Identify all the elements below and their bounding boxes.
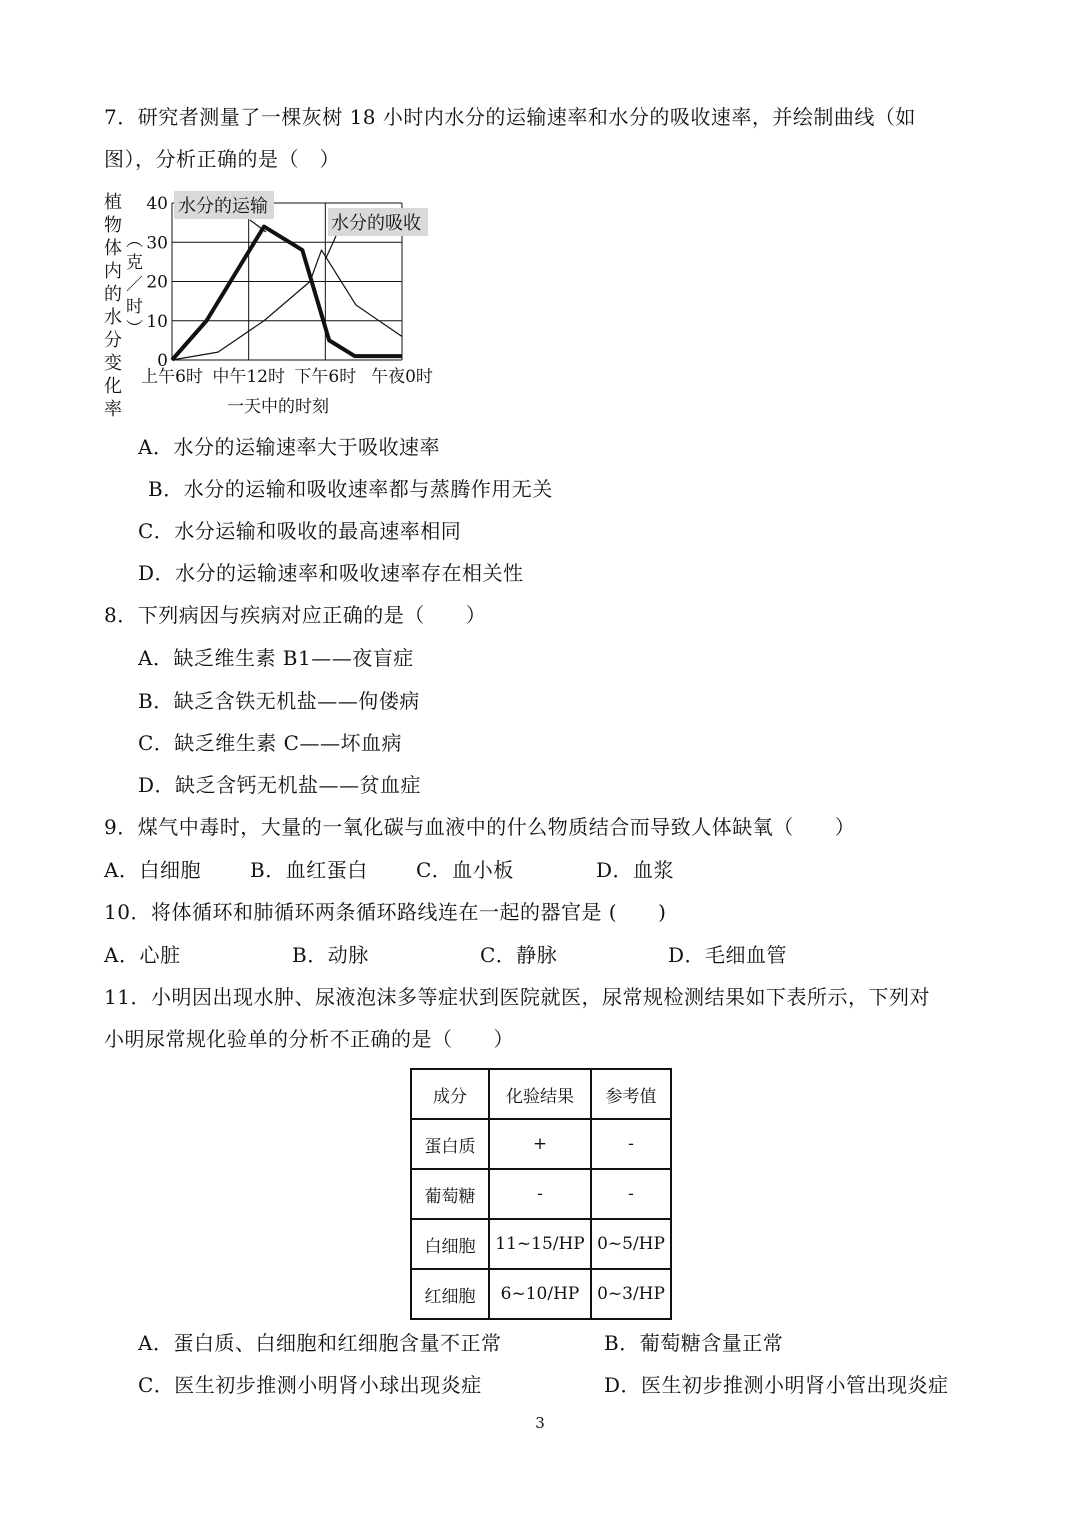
y-label-char: 体	[104, 238, 122, 259]
table-header-row	[411, 1069, 671, 1119]
y-label-char: 变	[104, 353, 122, 374]
q11-option-a[interactable]: A．蛋白质、白细胞和红细胞含量不正常	[138, 1331, 502, 1355]
y-tick-label: 0	[157, 351, 168, 371]
table-cell: 蛋白质	[411, 1119, 489, 1169]
y-label-char: 率	[104, 399, 122, 420]
x-tick-label: 上午6时	[141, 367, 203, 387]
series-line-absorb	[172, 250, 402, 360]
table-row	[411, 1169, 671, 1219]
q8-stem: 8．下列病因与疾病对应正确的是（ ）	[104, 603, 487, 627]
table-cell: -	[489, 1169, 591, 1219]
table-cell: 葡萄糖	[411, 1169, 489, 1219]
q9-option-d[interactable]: D．血浆	[596, 858, 675, 882]
page-number: 3	[535, 1414, 545, 1432]
q11-stem-line2: 小明尿常规化验单的分析不正确的是（ ）	[104, 1027, 514, 1051]
water-rate-chart	[100, 186, 460, 422]
table-cell: 0~3/HP	[591, 1269, 671, 1319]
q9-stem: 9．煤气中毒时，大量的一氧化碳与血液中的什么物质结合而导致人体缺氧（ ）	[104, 815, 856, 839]
legend-absorb-label: 水分的吸收	[331, 213, 421, 234]
y-unit-char: ︶	[126, 319, 143, 339]
q11-stem-line1: 11．小明因出现水肿、尿液泡沫多等症状到医院就医，尿常规检测结果如下表所示，下列对	[104, 985, 930, 1009]
y-label-char: 分	[104, 330, 122, 351]
q9-option-a[interactable]: A．白细胞	[104, 858, 201, 882]
table-row	[411, 1269, 671, 1319]
y-tick-label: 10	[146, 311, 168, 332]
y-label-char: 的	[104, 284, 122, 305]
table-header-cell: 参考值	[591, 1069, 671, 1119]
legend-absorb-pointer	[326, 236, 336, 258]
q9-option-b[interactable]: B．血红蛋白	[250, 858, 368, 882]
y-label-char: 物	[104, 215, 122, 236]
q8-option-d[interactable]: D．缺乏含钙无机盐——贫血症	[138, 773, 422, 797]
q8-option-b[interactable]: B．缺乏含铁无机盐——佝偻病	[138, 689, 420, 713]
q7-stem-line2: 图），分析正确的是（ ）	[104, 147, 340, 171]
chart-x-ticks	[141, 367, 433, 387]
table-cell: +	[489, 1119, 591, 1169]
y-label-char: 植	[104, 192, 122, 213]
y-tick-label: 30	[146, 233, 168, 254]
q7-option-d[interactable]: D．水分的运输速率和吸收速率存在相关性	[138, 561, 524, 585]
y-unit-char: ︵	[126, 231, 143, 251]
y-label-char: 化	[104, 376, 122, 397]
y-label-char: 内	[104, 261, 122, 282]
x-tick-label: 中午12时	[212, 367, 285, 387]
chart-y-ticks	[146, 194, 168, 371]
q7-option-c[interactable]: C．水分运输和吸收的最高速率相同	[138, 519, 462, 543]
q10-option-b[interactable]: B．动脉	[292, 943, 369, 967]
table-cell: 11~15/HP	[489, 1219, 591, 1269]
q8-option-a[interactable]: A．缺乏维生素 B1——夜盲症	[138, 646, 414, 670]
table-row	[411, 1219, 671, 1269]
chart-y-label	[104, 192, 122, 420]
y-tick-label: 40	[146, 194, 168, 214]
y-label-char: 水	[104, 307, 122, 328]
y-unit-char: ／	[126, 275, 143, 295]
y-unit-char: 时	[126, 297, 143, 317]
table-cell: -	[591, 1119, 671, 1169]
chart-x-axis-label: 一天中的时刻	[227, 397, 329, 417]
q10-option-a[interactable]: A．心脏	[104, 943, 181, 967]
q8-option-c[interactable]: C．缺乏维生素 C——坏血病	[138, 731, 402, 755]
series-line-transport	[172, 227, 402, 360]
table-header-cell: 化验结果	[489, 1069, 591, 1119]
chart-y-unit	[126, 231, 143, 339]
table-cell: 0~5/HP	[591, 1219, 671, 1269]
q7-stem-line1: 7．研究者测量了一棵灰树 18 小时内水分的运输速率和水分的吸收速率，并绘制曲线（如	[104, 105, 916, 129]
legend-transport-label: 水分的运输	[178, 196, 268, 217]
q7-option-b[interactable]: B．水分的运输和吸收速率都与蒸腾作用无关	[148, 477, 553, 501]
q7-option-a[interactable]: A．水分的运输速率大于吸收速率	[138, 435, 440, 459]
q11-option-c[interactable]: C．医生初步推测小明肾小球出现炎症	[138, 1373, 482, 1397]
q10-option-d[interactable]: D．毛细血管	[668, 943, 788, 967]
table-cell: -	[591, 1169, 671, 1219]
q9-option-c[interactable]: C．血小板	[416, 858, 514, 882]
table-row	[411, 1119, 671, 1169]
q10-stem: 10．将体循环和肺循环两条循环路线连在一起的器官是 ( )	[104, 900, 667, 924]
chart-series	[172, 227, 402, 360]
y-unit-char: 克	[126, 253, 143, 273]
table-cell: 6~10/HP	[489, 1269, 591, 1319]
q11-option-d[interactable]: D．医生初步推测小明肾小管出现炎症	[604, 1373, 949, 1397]
q11-option-b[interactable]: B．葡萄糖含量正常	[604, 1331, 784, 1355]
table-cell: 红细胞	[411, 1269, 489, 1319]
table-header-cell: 成分	[411, 1069, 489, 1119]
x-tick-label: 午夜0时	[371, 367, 433, 387]
q10-option-c[interactable]: C．静脉	[480, 943, 558, 967]
urine-test-table	[410, 1068, 672, 1320]
table-cell: 白细胞	[411, 1219, 489, 1269]
x-tick-label: 下午6时	[294, 367, 357, 387]
y-tick-label: 20	[146, 272, 168, 293]
